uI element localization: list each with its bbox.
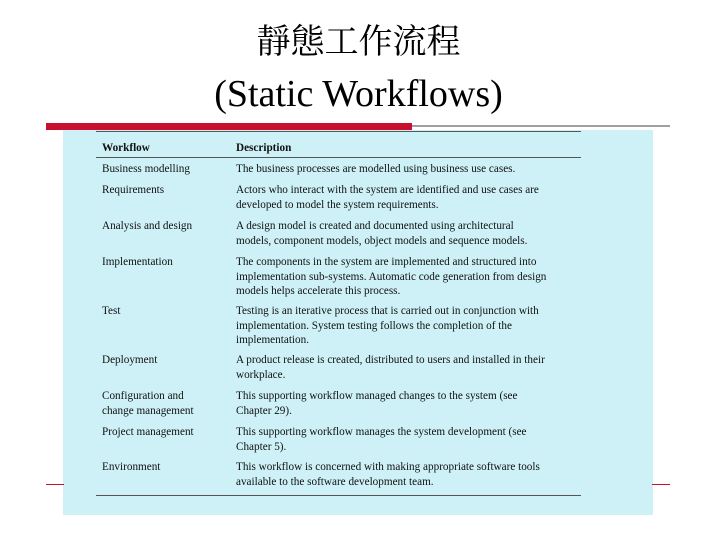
row-description: developed to model the system requirements. [236, 198, 439, 211]
row-description: Chapter 5). [236, 440, 287, 453]
row-description: implementation. System testing follows the completion of the [236, 319, 512, 332]
footer-rule-right [652, 484, 670, 485]
row-description: This supporting workflow managed changes to the system (see [236, 390, 518, 402]
title-underline-gray [412, 125, 670, 127]
row-workflow: Requirements [102, 184, 165, 196]
row-workflow: Business modelling [102, 163, 190, 175]
row-description: available to the software development team. [236, 475, 434, 488]
row-description: models, component models, object models and sequence models. [236, 234, 528, 247]
row-description: Actors who interact with the system are identified and use cases are [236, 184, 539, 196]
row-workflow: Configuration and [102, 390, 184, 402]
row-workflow: change management [102, 404, 194, 417]
row-description: implementation sub-systems. Automatic code generation from design [236, 270, 547, 283]
row-description: models helps accelerate this process. [236, 285, 401, 297]
row-workflow: Implementation [102, 256, 173, 268]
footer-rule-left [46, 484, 64, 485]
row-description: Testing is an iterative process that is carried out in conjunction with [236, 305, 539, 317]
slide-title-chinese: 靜態工作流程 [256, 22, 461, 62]
row-workflow: Deployment [102, 354, 158, 366]
row-workflow: Test [102, 305, 121, 317]
row-description: A product release is created, distributed to users and installed in their [236, 354, 545, 366]
row-description: workplace. [236, 368, 286, 381]
header-workflow: Workflow [102, 142, 150, 154]
table-header-divider [96, 157, 581, 158]
row-description: implementation. [236, 334, 310, 346]
slide-title-english: (Static Workflows) [214, 73, 503, 115]
row-description: A design model is created and documented using architectural [236, 220, 514, 232]
row-description: This workflow is concerned with making appropriate software tools [236, 461, 540, 473]
row-workflow: Analysis and design [102, 220, 193, 232]
title-underline-red [46, 123, 412, 130]
row-description: The business processes are modelled using business use cases. [236, 163, 516, 175]
row-description: Chapter 29). [236, 404, 292, 417]
row-description: The components in the system are implemented and structured into [236, 256, 537, 268]
row-workflow: Environment [102, 461, 161, 473]
header-description: Description [236, 142, 292, 154]
row-description: This supporting workflow manages the system development (see [236, 426, 527, 438]
row-workflow: Project management [102, 426, 194, 438]
